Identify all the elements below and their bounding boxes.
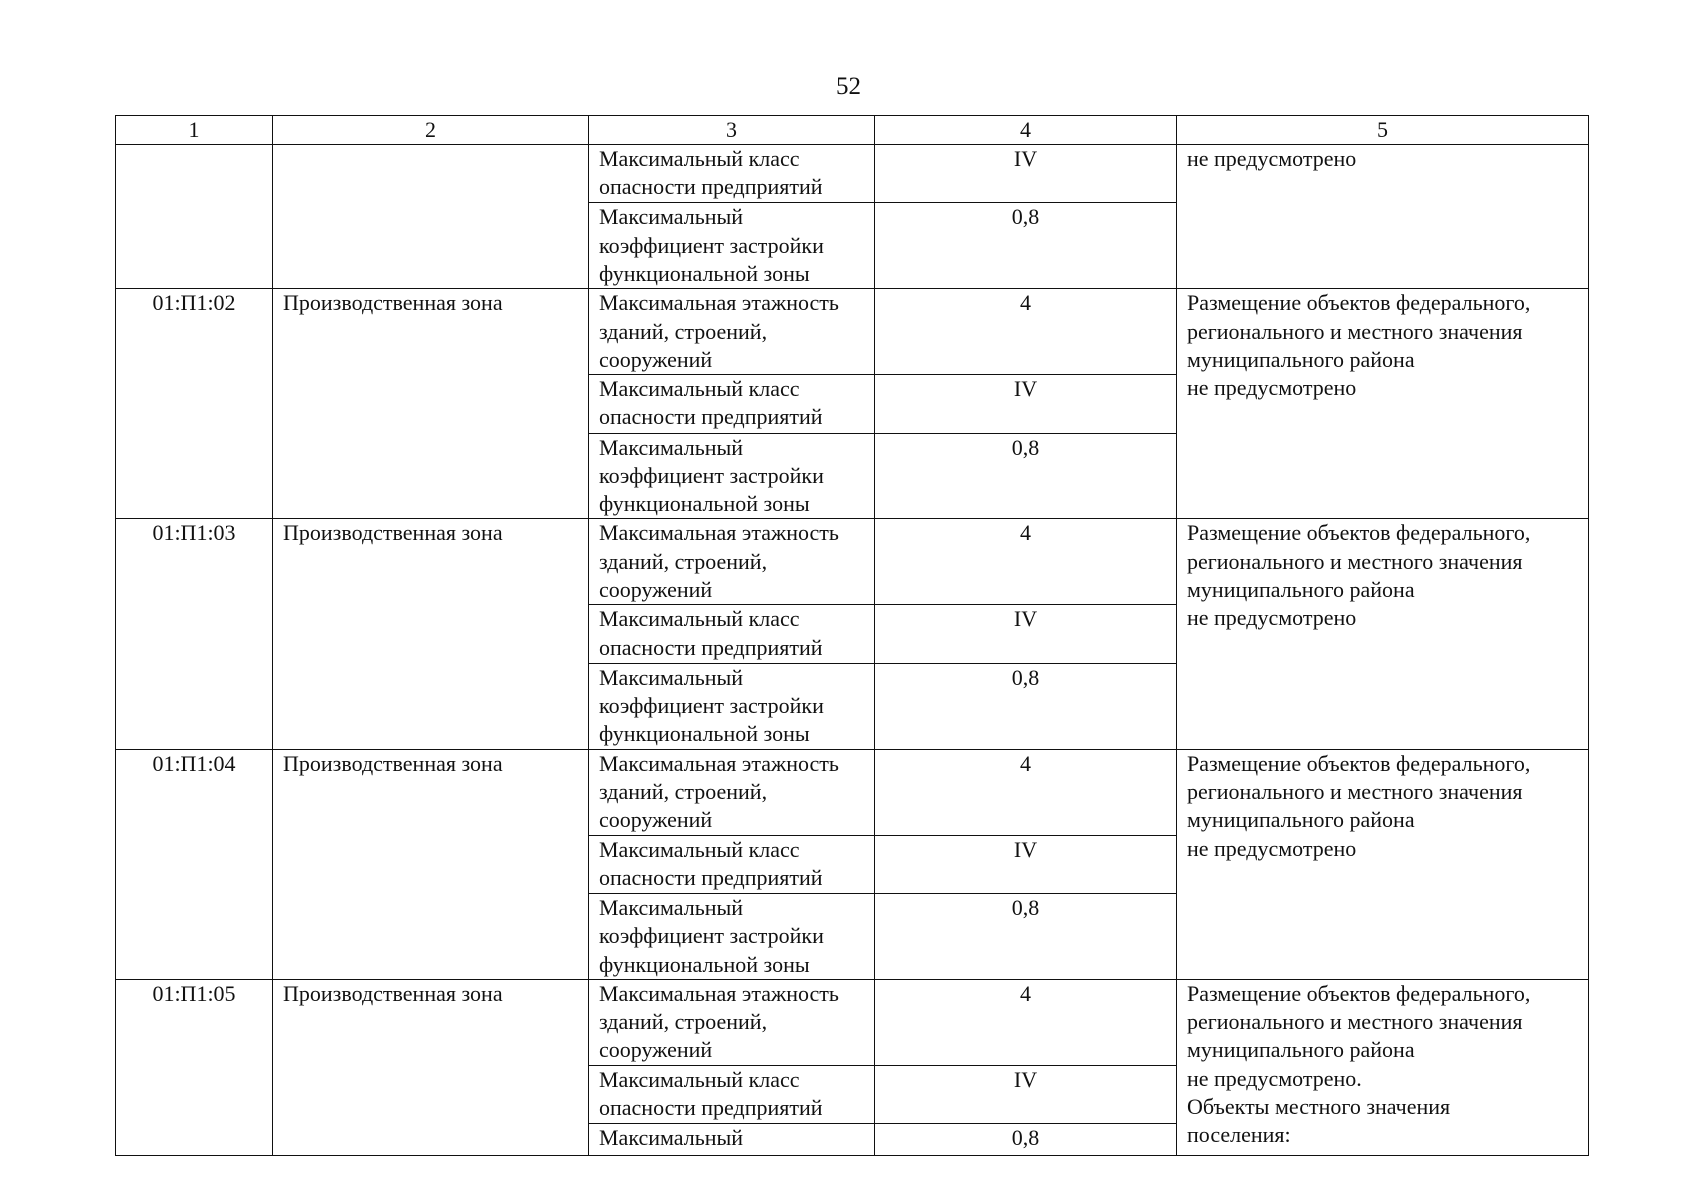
parameter-name-line: функциональной зоны [599, 951, 810, 977]
placement-note-line: муниципального района [1187, 807, 1415, 833]
parameter-value-cell: IV [875, 835, 1177, 893]
placement-note-line: Размещение объектов федерального, [1187, 750, 1531, 776]
placement-note-line: не предусмотрено [1187, 375, 1357, 401]
parameter-name-line: Максимальный [599, 1125, 744, 1151]
placement-note-line: регионального и местного значения [1187, 548, 1523, 574]
zone-name-cell: Производственная зона [273, 749, 589, 979]
placement-note-line: Размещение объектов федерального, [1187, 980, 1531, 1006]
parameter-name-line: Максимальная этажность [599, 520, 839, 546]
column-header: 3 [589, 116, 875, 145]
zone-parameters-table [115, 115, 1589, 1156]
column-header: 1 [116, 116, 273, 145]
placement-note-line: регионального и местного значения [1187, 318, 1523, 344]
parameter-value-cell: 0,8 [875, 663, 1177, 749]
parameter-name-line: опасности предприятий [599, 404, 823, 430]
parameter-name-cell [589, 375, 875, 433]
parameter-name-line: Максимальная этажность [599, 980, 839, 1006]
parameter-value-cell: 0,8 [875, 433, 1177, 519]
parameter-name-cell [589, 203, 875, 289]
parameter-value-cell: IV [875, 145, 1177, 203]
table-row [116, 519, 1589, 605]
parameter-name-line: коэффициент застройки [599, 693, 824, 719]
table-row [116, 145, 1589, 203]
parameter-value-cell: 4 [875, 519, 1177, 605]
parameter-name-cell [589, 519, 875, 605]
placement-note-cell [1177, 979, 1589, 1155]
zone-code-cell: 01:П1:03 [116, 519, 273, 749]
parameter-value-cell: 4 [875, 289, 1177, 375]
parameter-value-cell: IV [875, 1065, 1177, 1123]
zone-code-cell: 01:П1:05 [116, 979, 273, 1155]
parameter-value-cell: 0,8 [875, 1124, 1177, 1156]
zone-name-cell: Производственная зона [273, 519, 589, 749]
parameter-value-cell: 4 [875, 749, 1177, 835]
parameter-name-line: Максимальная этажность [599, 290, 839, 316]
placement-note-line: не предусмотрено. [1187, 1065, 1362, 1091]
parameter-name-line: коэффициент застройки [599, 923, 824, 949]
parameter-value-cell: IV [875, 605, 1177, 663]
parameter-name-line: зданий, строений, [599, 548, 768, 574]
placement-note-cell [1177, 519, 1589, 749]
placement-note-line: регионального и местного значения [1187, 1009, 1523, 1035]
parameter-name-line: зданий, строений, [599, 778, 768, 804]
table-row [116, 749, 1589, 835]
parameter-name-cell [589, 749, 875, 835]
zone-name-cell: Производственная зона [273, 979, 589, 1155]
parameter-name-line: функциональной зоны [599, 721, 810, 747]
parameter-name-line: опасности предприятий [599, 634, 823, 660]
zone-code-cell: 01:П1:04 [116, 749, 273, 979]
placement-note-line: Размещение объектов федерального, [1187, 520, 1531, 546]
parameter-name-cell [589, 433, 875, 519]
parameter-name-cell [589, 979, 875, 1065]
column-header: 5 [1177, 116, 1589, 145]
parameter-name-line: сооружений [599, 807, 713, 833]
parameter-name-line: функциональной зоны [599, 491, 810, 517]
parameter-value-cell: IV [875, 375, 1177, 433]
parameter-name-cell [589, 1065, 875, 1123]
parameter-name-line: Максимальный [599, 894, 744, 920]
parameter-name-line: коэффициент застройки [599, 462, 824, 488]
parameter-name-line: сооружений [599, 346, 713, 372]
parameter-value-cell: 0,8 [875, 203, 1177, 289]
parameter-name-cell [589, 663, 875, 749]
placement-note-cell [1177, 749, 1589, 979]
parameter-name-line: Максимальный класс [599, 606, 800, 632]
parameter-name-cell [589, 893, 875, 979]
placement-note-cell [1177, 145, 1589, 289]
parameter-name-cell [589, 835, 875, 893]
parameter-name-cell [589, 1124, 875, 1156]
zone-name-cell [273, 145, 589, 289]
placement-note-line: регионального и местного значения [1187, 778, 1523, 804]
table-row [116, 979, 1589, 1065]
parameter-name-line: функциональной зоны [599, 260, 810, 286]
placement-note-cell [1177, 289, 1589, 519]
placement-note-line: не предусмотрено [1187, 146, 1357, 171]
table-row [116, 289, 1589, 375]
parameter-name-line: опасности предприятий [599, 174, 823, 200]
placement-note-line: не предусмотрено [1187, 835, 1357, 861]
parameter-name-cell [589, 289, 875, 375]
placement-note-line: Объекты местного значения [1187, 1093, 1451, 1119]
parameter-name-line: зданий, строений, [599, 318, 768, 344]
parameter-name-line: сооружений [599, 1037, 713, 1063]
parameter-name-line: Максимальная этажность [599, 750, 839, 776]
parameter-name-line: Максимальный класс [599, 146, 800, 171]
page-number: 52 [836, 73, 861, 100]
parameter-name-line: Максимальный [599, 204, 744, 230]
zone-code-cell [116, 145, 273, 289]
parameter-name-cell [589, 145, 875, 203]
parameter-value-cell: 4 [875, 979, 1177, 1065]
placement-note-line: поселения: [1187, 1122, 1291, 1148]
parameter-value-cell: 0,8 [875, 893, 1177, 979]
parameter-name-cell [589, 605, 875, 663]
placement-note-line: не предусмотрено [1187, 605, 1357, 631]
parameter-name-line: опасности предприятий [599, 1094, 823, 1120]
placement-note-line: муниципального района [1187, 1037, 1415, 1063]
column-header: 2 [273, 116, 589, 145]
parameter-name-line: Максимальный [599, 664, 744, 690]
parameter-name-line: коэффициент застройки [599, 232, 824, 258]
placement-note-line: Размещение объектов федерального, [1187, 290, 1531, 316]
parameter-name-line: Максимальный класс [599, 1066, 800, 1092]
table-header-row [116, 116, 1589, 145]
parameter-name-line: опасности предприятий [599, 864, 823, 890]
parameter-name-line: Максимальный класс [599, 836, 800, 862]
parameter-name-line: зданий, строений, [599, 1009, 768, 1035]
column-header: 4 [875, 116, 1177, 145]
placement-note-line: муниципального района [1187, 346, 1415, 372]
placement-note-line: муниципального района [1187, 577, 1415, 603]
parameter-name-line: Максимальный [599, 434, 744, 460]
zone-code-cell: 01:П1:02 [116, 289, 273, 519]
parameter-name-line: Максимальный класс [599, 376, 800, 402]
parameter-name-line: сооружений [599, 577, 713, 603]
zone-name-cell: Производственная зона [273, 289, 589, 519]
